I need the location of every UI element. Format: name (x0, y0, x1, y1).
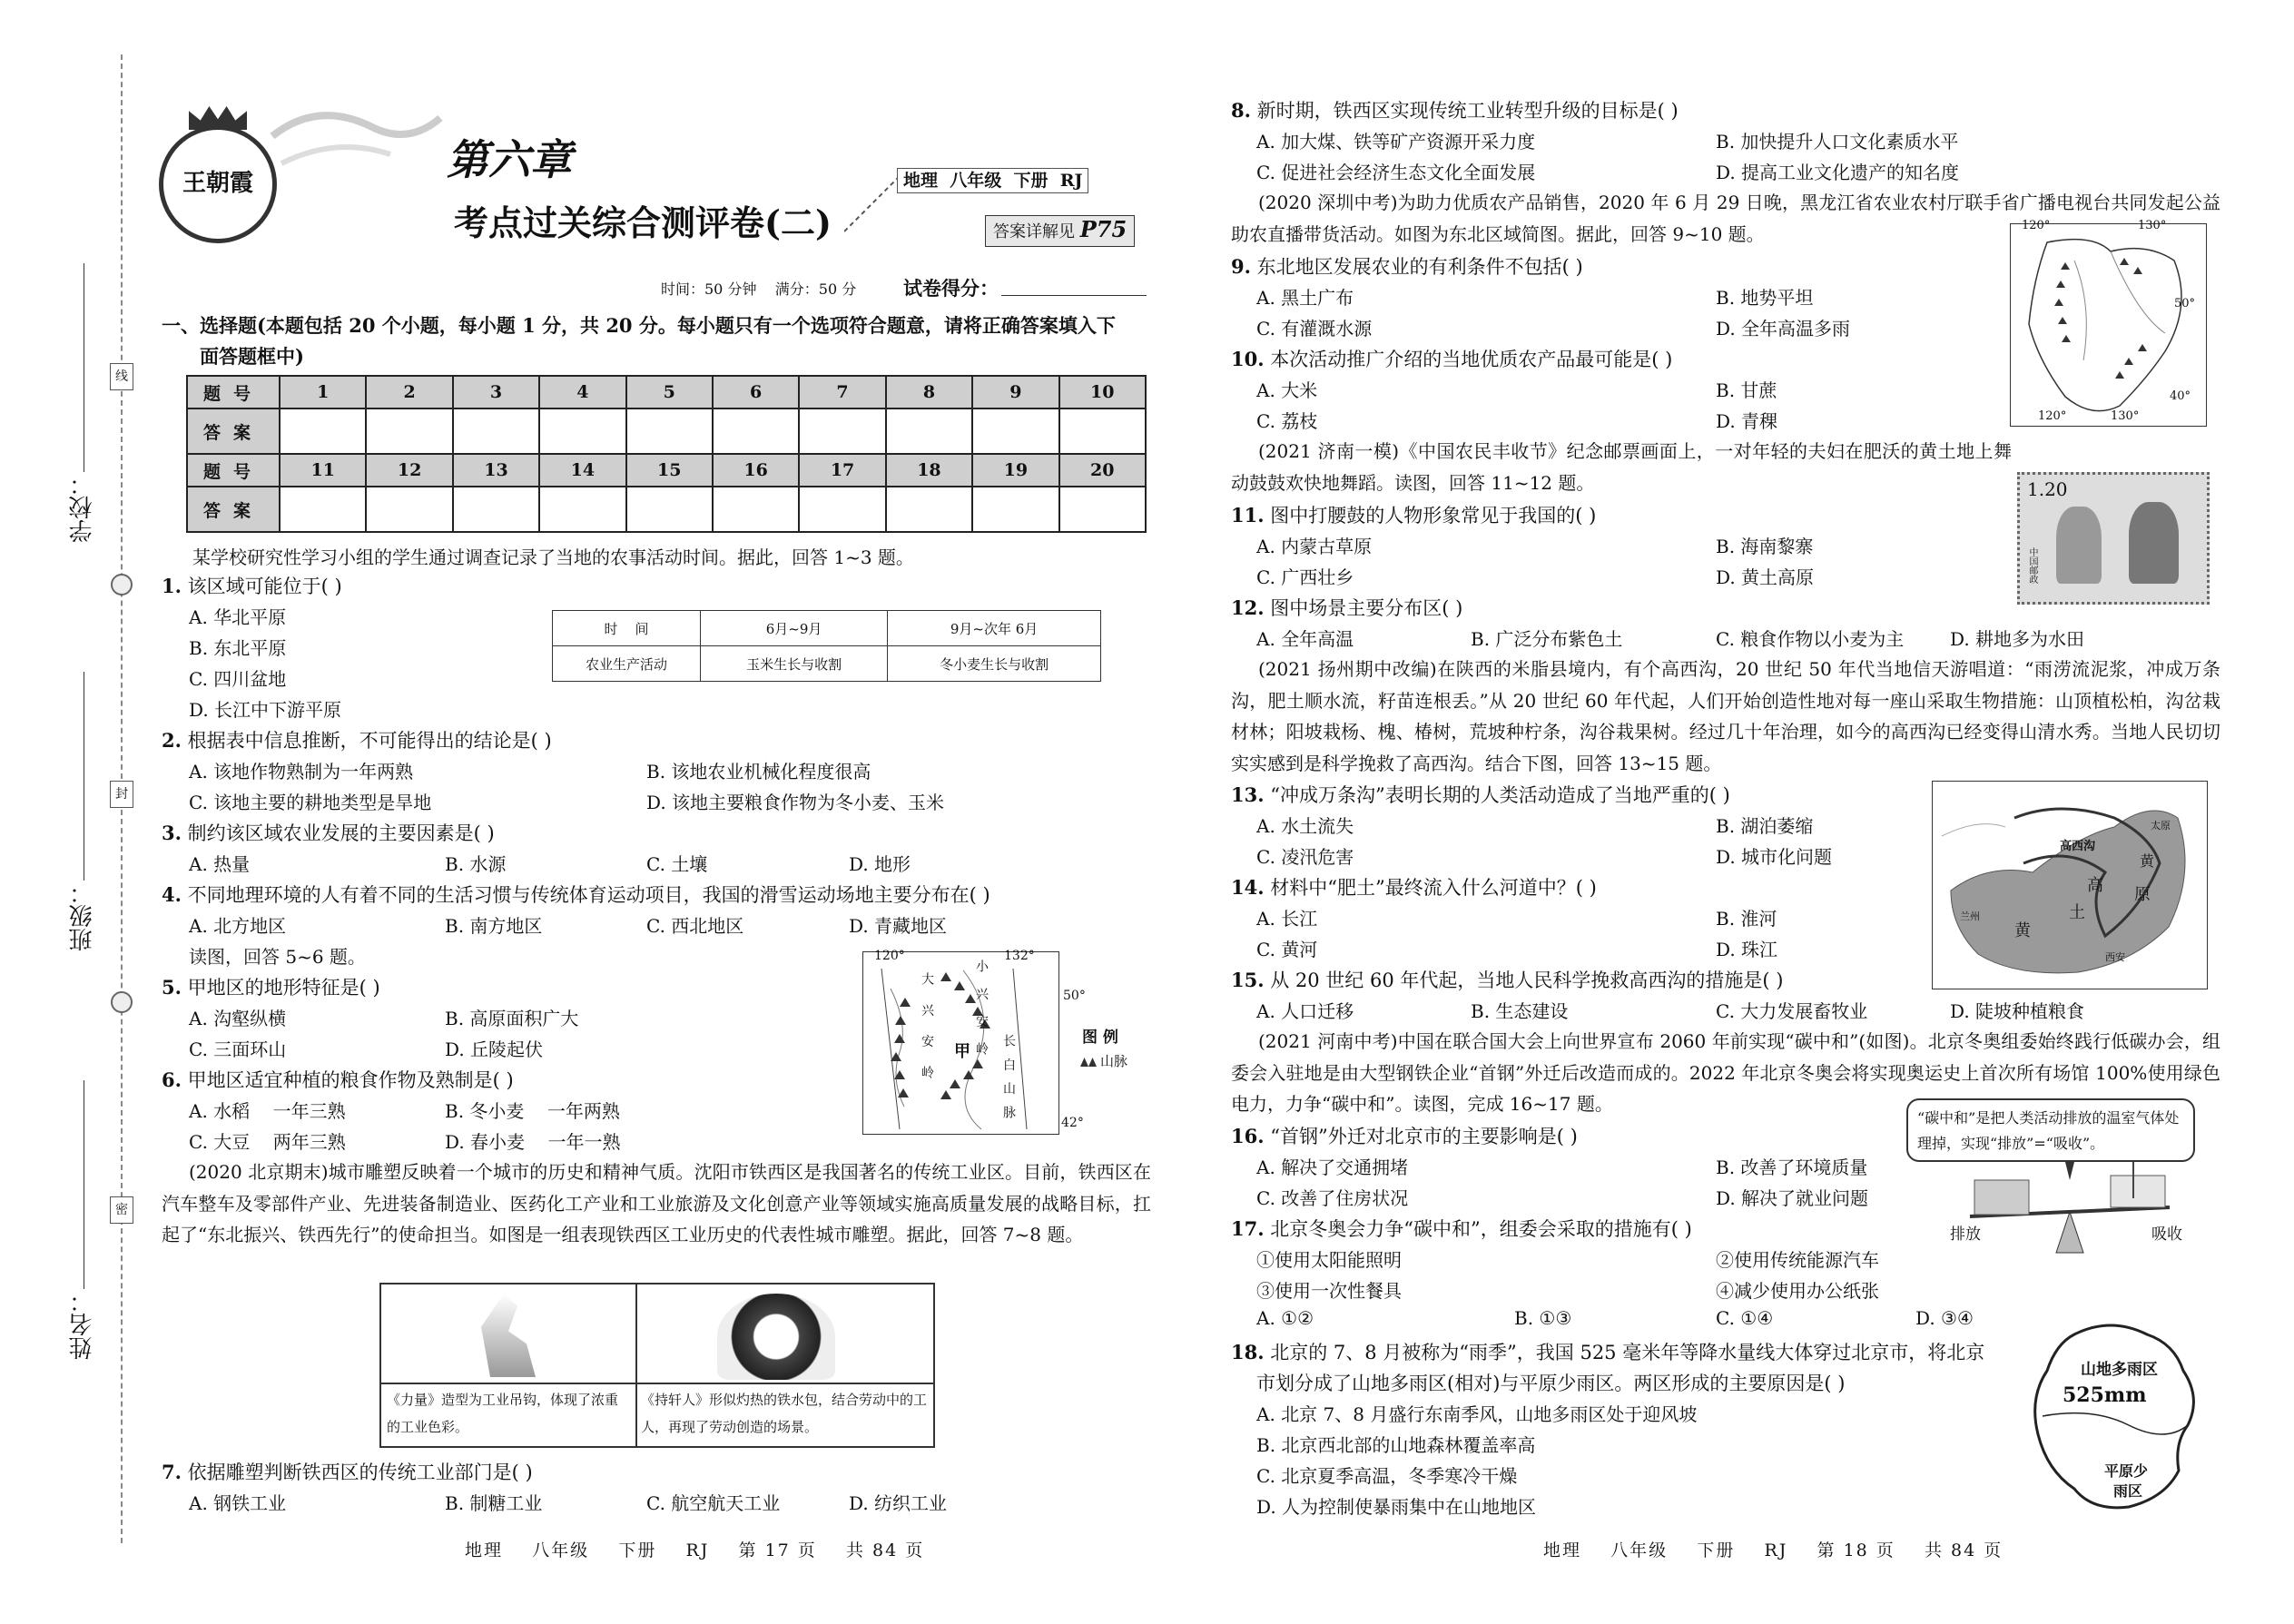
q17-item-4: ④减少使用办公纸张 (1716, 1280, 1879, 1302)
map1315-label2: 兰州 (1960, 910, 1980, 922)
northeast-map-q5 (862, 949, 1086, 1135)
row-label-answer: 答案 (187, 487, 280, 532)
q7-stem (162, 1458, 533, 1485)
caption-divider (381, 1383, 933, 1384)
answer-cell[interactable] (453, 408, 539, 454)
q10-num: 10. (1231, 348, 1265, 370)
para-16-17: (2021 河南中考)中国在联合国大会上向世界宣布 2060 年前实现“碳中和”(如图)。北京冬奥组委始终践行低碳办会，组委会入驻地是由大型钢铁企业“首钢”外迁后改造而成的。2022 年北京冬奥会将实现奥运史上首次所有场馆 100%使用绿色电力，力争“碳中和”。读图，完成 16~17 题。 (1231, 1030, 2220, 1115)
loess-map-svg (1933, 782, 2207, 989)
stamp-figure-2 (2129, 502, 2179, 584)
sculpture-frame (379, 1283, 935, 1448)
q2-text: 根据表中信息推断，不可能得出的结论是( ) (187, 730, 552, 752)
q12-option-d[interactable]: D. 耕地多为水田 (1950, 628, 2085, 650)
q18-stem-2: 市划分成了山地多雨区(相对)与平原少雨区。两区形成的主要原因是( ) (1256, 1373, 1846, 1394)
q7-option-a[interactable]: A. 钢铁工业 (189, 1492, 287, 1514)
bjmap-plain2: 雨区 (2113, 1482, 2143, 1500)
exam-meta: 时间：50 分钟 满分：50 分 (661, 281, 857, 298)
q6-text: 甲地区适宜种植的粮食作物及熟制是( ) (187, 1069, 514, 1091)
q5-stem (162, 973, 380, 1000)
q11-text: 图中打腰鼓的人物形象常见于我国的( ) (1270, 505, 1597, 527)
q18-text: 北京的 7、8 月被称为“雨季”，我国 525 毫米年等降水量线大体穿过北京市，将北京 (1270, 1342, 1985, 1363)
para-9-10: (2020 深圳中考)为助力优质农产品销售，2020 年 6 月 29 日晚，黑龙江省农业农村厅联手省广播电视台共同发起公益助农直播带货活动。如图为东北区域简图。据此，回答 9~10 题。 (1231, 192, 2220, 245)
answer-cell[interactable] (713, 487, 799, 532)
map910-lon2: 130° (2138, 219, 2167, 232)
row-label-num: 题号 (187, 454, 280, 487)
q11-num: 11. (1231, 504, 1265, 527)
map56-legend-item: 山脉 (1100, 1053, 1128, 1069)
score-label: 试卷得分： (903, 277, 999, 300)
map1315-tu: 土 (2069, 903, 2085, 922)
section1-heading: 一、选择题(本题包括 20 个小题，每小题 1 分，共 20 分。每小题只有一个选项符合题意，请将正确答案填入下 (162, 314, 1116, 337)
q8-option-d[interactable]: D. 提高工业文化遗产的知名度 (1716, 162, 1960, 183)
q15-stem (1231, 966, 1783, 993)
stamp-country: 中国邮政 (2027, 547, 2037, 584)
q11-option-b[interactable]: B. 海南黎寨 (1716, 536, 1814, 557)
bjmap-plain1: 平原少 (2104, 1462, 2149, 1480)
q8-option-b[interactable]: B. 加快提升人口文化素质水平 (1716, 131, 1959, 153)
map56-xxa: 小 兴 安 岭 (974, 960, 989, 1061)
q1-stem (162, 572, 342, 599)
q14-option-d[interactable]: D. 珠江 (1716, 939, 1778, 960)
footer-left: 地理 八年级 下册 RJ 第 17 页 共 84 页 (465, 1540, 925, 1560)
logo-emblem (159, 125, 277, 243)
answer-cell[interactable] (366, 487, 452, 532)
q15-num: 15. (1231, 969, 1265, 991)
q9-option-a[interactable]: A. 黑土广布 (1256, 287, 1354, 309)
q15-option-d[interactable]: D. 陡坡种植粮食 (1950, 1000, 2085, 1022)
q17-option-a[interactable]: A. ①② (1256, 1307, 1314, 1329)
q2-option-b[interactable]: B. 该地农业机械化程度很高 (646, 761, 871, 782)
map910-lon4: 130° (2111, 409, 2140, 423)
q6-option-c[interactable]: C. 大豆 两年三熟 (189, 1131, 346, 1153)
exam-title: 考点过关综合测评卷(二) (454, 202, 832, 243)
answer-cell[interactable] (453, 487, 539, 532)
stamp-figure-1 (2056, 507, 2102, 584)
answer-ref-page: P75 (1079, 216, 1127, 242)
q12-option-a[interactable]: A. 全年高温 (1256, 628, 1354, 650)
q4-option-d[interactable]: D. 青藏地区 (849, 915, 948, 937)
q6-num: 6. (162, 1068, 182, 1091)
q13-option-d[interactable]: D. 城市化问题 (1716, 846, 1833, 868)
q18-num: 18. (1231, 1341, 1265, 1363)
num-cell: 18 (886, 454, 972, 487)
bjmap-iso: 525mm (2063, 1383, 2147, 1407)
q11-option-c[interactable]: C. 广西壮乡 (1256, 566, 1354, 588)
q16-option-b[interactable]: B. 改善了环境质量 (1716, 1156, 1868, 1178)
q13-option-b[interactable]: B. 湖泊萎缩 (1716, 815, 1814, 837)
answer-cell[interactable] (972, 487, 1058, 532)
carbon-balance-svg (1952, 1162, 2188, 1262)
q9-num: 9. (1231, 255, 1251, 278)
num-cell: 6 (713, 376, 799, 408)
q9-stem (1231, 252, 1583, 280)
para-7-8: (2020 北京期末)城市雕塑反映着一个城市的历史和精神气质。沈阳市铁西区是我国著名的传统工业区。目前，铁西区在汽车整车及零部件产业、先进装备制造业、医药化工产业和工业旅游及文化创意产业等领域实施高质量发展的战略目标，扛起了“东北振兴、铁西先行”的使命担当。如图是一组表现铁西区工业历史的代表性城市雕塑。据此，回答 7~8 题。 (162, 1161, 1151, 1245)
q10-option-a[interactable]: A. 大米 (1256, 379, 1318, 401)
q17-option-b[interactable]: B. ①③ (1514, 1307, 1572, 1329)
q17-item-2: ②使用传统能源汽车 (1716, 1249, 1879, 1271)
map1315-huang: 黄 (2014, 921, 2031, 940)
q3-option-c[interactable]: C. 土壤 (646, 853, 708, 875)
map1315-label1: 太原 (2151, 820, 2171, 832)
map1315-yuan: 原 (2134, 885, 2151, 904)
sculpture-caption-2: 《持轩人》形似灼热的铁水包，结合劳动中的工人，再现了劳动创造的场景。 (641, 1392, 928, 1435)
q6-option-d[interactable]: D. 春小麦 一年一熟 (445, 1131, 621, 1153)
q18-option-a[interactable]: A. 北京 7、8 月盛行东南季风，山地多雨区处于迎风坡 (1256, 1403, 1698, 1425)
q2-option-a[interactable]: A. 该地作物熟制为一年两熟 (189, 761, 414, 782)
sculpture-image-1 (463, 1294, 554, 1377)
para-13-15: (2021 扬州期中改编)在陕西的米脂县境内，有个高西沟，20 世纪 50 年代当地信天游唱道：“雨涝流泥浆，冲成万条沟，肥土顺水流，籽苗连根丢。”从 20 世纪 60 年代起，人们开始创造性地对每一座山采取生物措施：山顶植松柏，沟岔栽材林；阳坡栽杨、槐、椿树，荒坡种柠条，沟谷栽果树。经过几十年治理，如今的高西沟已经变得山清水秀。当地人民切切实实感到是科学挽救了高西沟。结合下图，回答 13~15 题。 (1231, 658, 2220, 774)
farm-h1: 6月~9月 (701, 611, 888, 646)
q6-option-b[interactable]: B. 冬小麦 一年两熟 (445, 1100, 620, 1122)
header-ribbon (263, 100, 445, 182)
q17-item-1: ①使用太阳能照明 (1256, 1249, 1402, 1271)
map910-lon3: 120° (2038, 409, 2067, 423)
q13-option-a[interactable]: A. 水土流失 (1256, 815, 1354, 837)
q1-option-a[interactable]: A. 华北平原 (189, 606, 287, 628)
map1315-gao: 高 (2087, 876, 2103, 895)
q3-stem (162, 819, 495, 846)
q6-option-a[interactable]: A. 水稻 一年三熟 (189, 1100, 346, 1122)
q5-num: 5. (162, 976, 182, 999)
q3-option-b[interactable]: B. 水源 (445, 853, 507, 875)
q14-option-b[interactable]: B. 淮河 (1716, 908, 1777, 930)
q9-option-c[interactable]: C. 有灌溉水源 (1256, 318, 1373, 340)
q18-option-d[interactable]: D. 人为控制使暴雨集中在山地地区 (1256, 1496, 1537, 1518)
logo-crown-icon (189, 106, 247, 130)
intro-1-3: 某学校研究性学习小组的学生通过调查记录了当地的农事活动时间。据此，回答 1~3 题。 (192, 546, 914, 568)
q2-num: 2. (162, 729, 182, 752)
num-cell: 19 (972, 454, 1058, 487)
q12-text: 图中场景主要分布区( ) (1270, 597, 1463, 619)
num-cell: 13 (453, 454, 539, 487)
q4-num: 4. (162, 883, 182, 906)
q3-num: 3. (162, 822, 182, 844)
q9-option-b[interactable]: B. 地势平坦 (1716, 287, 1814, 309)
q2-option-c[interactable]: C. 该地主要的耕地类型是旱地 (189, 792, 432, 813)
answer-cell[interactable] (972, 408, 1058, 454)
q16-stem (1231, 1122, 1578, 1149)
chapter-title: 第六章 (447, 135, 572, 184)
q5-text: 甲地区的地形特征是( ) (187, 977, 380, 999)
q4-option-c[interactable]: C. 西北地区 (646, 915, 744, 937)
q7-option-c[interactable]: C. 航空航天工业 (646, 1492, 781, 1514)
answer-cell[interactable] (799, 408, 885, 454)
harvest-stamp (2017, 472, 2210, 605)
map56-lon1: 120° (874, 949, 905, 963)
q17-item-3: ③使用一次性餐具 (1256, 1280, 1402, 1302)
q2-option-d[interactable]: D. 该地主要粮食作物为冬小麦、玉米 (646, 792, 945, 813)
answer-cell[interactable] (799, 487, 885, 532)
answer-cell[interactable] (1059, 487, 1146, 532)
q9-text: 东北地区发展农业的有利条件不包括( ) (1256, 256, 1583, 278)
answer-cell[interactable] (626, 408, 713, 454)
map56-dxa: 大 兴 安 岭 (920, 972, 934, 1087)
num-cell: 12 (366, 454, 452, 487)
q8-stem (1231, 96, 1679, 123)
q10-text: 本次活动推广介绍的当地优质农产品最可能是( ) (1270, 349, 1673, 370)
answer-cell[interactable] (886, 487, 972, 532)
answer-ref-label: 答案详解见 (993, 222, 1075, 241)
num-cell: 15 (626, 454, 713, 487)
q15-text: 从 20 世纪 60 年代起，当地人民科学挽救高西沟的措施是( ) (1270, 969, 1784, 991)
q14-text: 材料中“肥土”最终流入什么河道中？( ) (1270, 877, 1597, 899)
num-cell: 7 (799, 376, 885, 408)
q15-option-a[interactable]: A. 人口迁移 (1256, 1000, 1354, 1022)
stamp-value: 1.20 (2027, 478, 2068, 500)
seal-mark-top: 线 (110, 363, 133, 390)
q10-option-c[interactable]: C. 荔枝 (1256, 410, 1318, 432)
punch-hole-2 (111, 991, 133, 1013)
school-label: 学校： (69, 472, 96, 543)
q14-option-c[interactable]: C. 黄河 (1256, 939, 1318, 960)
q12-option-c[interactable]: C. 粮食作物以小麦为主 (1716, 628, 1905, 650)
sculpture-divider (635, 1284, 637, 1446)
answer-cell[interactable] (886, 408, 972, 454)
carbon-emit-label: 排放 (1950, 1225, 1981, 1244)
num-cell: 17 (799, 454, 885, 487)
q16-num: 16. (1231, 1125, 1265, 1147)
q11-option-d[interactable]: D. 黄土高原 (1716, 566, 1815, 588)
q17-option-d[interactable]: D. ③④ (1915, 1307, 1974, 1329)
seal-mark-bottom: 密 (110, 1196, 133, 1224)
answer-ref-box (985, 215, 1135, 247)
q1-option-d[interactable]: D. 长江中下游平原 (189, 699, 342, 721)
map910-lat1: 50° (2174, 297, 2196, 310)
answer-cell[interactable] (1059, 408, 1146, 454)
map910-lon1: 120° (2022, 219, 2051, 232)
num-cell: 3 (453, 376, 539, 408)
farm-r1: 玉米生长与收割 (701, 646, 888, 682)
q13-text: “冲成万条沟”表明长期的人类活动造成了当地严重的( ) (1270, 784, 1730, 806)
q1-option-b[interactable]: B. 东北平原 (189, 637, 287, 659)
num-cell: 10 (1059, 376, 1146, 408)
q8-option-a[interactable]: A. 加大煤、铁等矿产资源开采力度 (1256, 131, 1536, 153)
farm-h2: 9月~次年 6月 (888, 611, 1101, 646)
seal-mark-mid: 封 (110, 781, 133, 808)
q4-text: 不同地理环境的人有着不同的生活习惯与传统体育运动项目，我国的滑雪运动场地主要分布在( ) (187, 884, 990, 906)
q17-text: 北京冬奥会力争“碳中和”，组委会采取的措施有( ) (1270, 1218, 1692, 1240)
q13-option-c[interactable]: C. 凌汛危害 (1256, 846, 1354, 868)
q8-option-c[interactable]: C. 促进社会经济生态文化全面发展 (1256, 162, 1536, 183)
q4-stem (162, 881, 990, 908)
q14-num: 14. (1231, 876, 1265, 899)
q14-option-a[interactable]: A. 长江 (1256, 908, 1318, 930)
map56-lat1: 50° (1063, 989, 1086, 1003)
q10-stem (1231, 345, 1672, 372)
farm-h0: 时 间 (553, 611, 701, 646)
map56-lon2: 132° (1004, 949, 1035, 963)
mountain-legend-icon (1080, 1058, 1097, 1067)
loess-plateau-map (1932, 781, 2208, 989)
carbon-bubble: “碳中和”是把人类活动排放的温室气体处理掉，实现“排放”=“吸收”。 (1906, 1098, 2195, 1162)
q7-option-d[interactable]: D. 纺织工业 (849, 1492, 948, 1514)
q4-option-b[interactable]: B. 南方地区 (445, 915, 543, 937)
q8-num: 8. (1231, 99, 1251, 122)
farm-table (552, 610, 1101, 682)
punch-hole-1 (111, 574, 133, 595)
class-label: 班级： (69, 881, 96, 951)
num-cell: 1 (280, 376, 366, 408)
q16-option-d[interactable]: D. 解决了就业问题 (1716, 1187, 1869, 1209)
para-11-12: (2021 济南一模)《中国农民丰收节》纪念邮票画面上，一对年轻的夫妇在肥沃的黄土地上舞动鼓鼓欢快地舞蹈。读图，回答 11~12 题。 (1231, 440, 2012, 494)
q1-option-c[interactable]: C. 四川盆地 (189, 668, 287, 690)
answer-cell[interactable] (626, 487, 713, 532)
num-cell: 20 (1059, 454, 1146, 487)
q7-option-b[interactable]: B. 制糖工业 (445, 1492, 543, 1514)
q15-option-b[interactable]: B. 生态建设 (1471, 1000, 1569, 1022)
q11-stem (1231, 501, 1596, 528)
q10-option-d[interactable]: D. 青稞 (1716, 410, 1778, 432)
map910-lat2: 40° (2170, 389, 2191, 403)
answer-cell[interactable] (539, 487, 625, 532)
map1315-river: 黄 (2140, 852, 2155, 870)
q3-text: 制约该区域农业发展的主要因素是( ) (187, 822, 495, 844)
q5-option-b[interactable]: B. 高原面积广大 (445, 1008, 579, 1029)
map1315-gxg: 高西沟 (2060, 840, 2096, 853)
sculpture-image-2 (717, 1294, 835, 1380)
q12-option-b[interactable]: B. 广泛分布紫色土 (1471, 628, 1623, 650)
answer-table (186, 375, 1147, 533)
answer-cell[interactable] (366, 408, 452, 454)
map56-lat2: 42° (1061, 1116, 1084, 1130)
sculpture-caption-1: 《力量》造型为工业吊钩，体现了浓重的工业色彩。 (387, 1392, 619, 1435)
num-cell: 11 (280, 454, 366, 487)
logo-text: 王朝霞 (182, 170, 253, 197)
q12-stem (1231, 594, 1462, 621)
q8-text: 新时期，铁西区实现传统工业转型升级的目标是( ) (1256, 100, 1679, 122)
map56-cb: 长 白 山 脉 (1001, 1034, 1016, 1123)
q9-option-d[interactable]: D. 全年高温多雨 (1716, 318, 1851, 340)
answer-cell[interactable] (539, 408, 625, 454)
bjmap-mountain: 山地多雨区 (2081, 1361, 2158, 1379)
q15-option-c[interactable]: C. 大力发展畜牧业 (1716, 1000, 1868, 1022)
q17-stem (1231, 1215, 1692, 1242)
q10-option-b[interactable]: B. 甘蔗 (1716, 379, 1777, 401)
score-input[interactable] (1001, 295, 1147, 296)
farm-r2: 冬小麦生长与收割 (888, 646, 1101, 682)
q7-num: 7. (162, 1461, 182, 1483)
intro-5-6: 读图，回答 5~6 题。 (189, 946, 366, 968)
q5-option-d[interactable]: D. 丘陵起伏 (445, 1038, 544, 1060)
q18-option-b[interactable]: B. 北京西北部的山地森林覆盖率高 (1256, 1434, 1536, 1456)
num-cell: 2 (366, 376, 452, 408)
q16-option-c[interactable]: C. 改善了住房状况 (1256, 1187, 1409, 1209)
q16-option-a[interactable]: A. 解决了交通拥堵 (1256, 1156, 1409, 1178)
num-cell: 16 (713, 454, 799, 487)
q17-option-c[interactable]: C. ①④ (1716, 1307, 1774, 1329)
num-cell: 14 (539, 454, 625, 487)
num-cell: 8 (886, 376, 972, 408)
num-cell: 9 (972, 376, 1058, 408)
q4-option-a[interactable]: A. 北方地区 (189, 915, 287, 937)
q11-option-a[interactable]: A. 内蒙古草原 (1256, 536, 1373, 557)
q18-option-c[interactable]: C. 北京夏季高温，冬季寒冷干燥 (1256, 1465, 1518, 1487)
q5-option-c[interactable]: C. 三面环山 (189, 1038, 287, 1060)
q12-num: 12. (1231, 596, 1265, 619)
q13-num: 13. (1231, 783, 1265, 806)
num-cell: 5 (626, 376, 713, 408)
q3-option-a[interactable]: A. 热量 (189, 853, 251, 875)
q1-num: 1. (162, 575, 182, 597)
q14-stem (1231, 873, 1597, 901)
q7-text: 依据雕塑判断铁西区的传统工业部门是( ) (187, 1462, 533, 1483)
answer-cell[interactable] (280, 408, 366, 454)
answer-cell[interactable] (713, 408, 799, 454)
q18-stem (1231, 1338, 1984, 1365)
subject-tag: 地理 八年级 下册 RJ (897, 168, 1088, 193)
num-cell: 4 (539, 376, 625, 408)
q16-text: “首钢”外迁对北京市的主要影响是( ) (1270, 1126, 1578, 1147)
name-label: 姓名： (69, 1289, 96, 1360)
carbon-absorb-label: 吸收 (2151, 1225, 2182, 1244)
section1-heading-2: 面答题框中) (200, 345, 304, 368)
q2-stem (162, 726, 552, 753)
q1-text: 该区域可能位于( ) (187, 576, 342, 597)
map56-jia: 甲 (954, 1042, 970, 1061)
map1315-label3: 西安 (2105, 951, 2125, 963)
q13-stem (1231, 781, 1730, 808)
q17-num: 17. (1231, 1217, 1265, 1240)
footer-right: 地理 八年级 下册 RJ 第 18 页 共 84 页 (1543, 1540, 2004, 1560)
q3-option-d[interactable]: D. 地形 (849, 853, 911, 875)
map56-legend-title: 图 例 (1082, 1029, 1118, 1047)
northeast-map-q9 (2010, 219, 2207, 427)
farm-r0: 农业生产活动 (553, 646, 701, 682)
row-label-answer: 答案 (187, 408, 280, 454)
q5-option-a[interactable]: A. 沟壑纵横 (189, 1008, 287, 1029)
row-label-num: 题号 (187, 376, 280, 408)
q6-stem (162, 1066, 514, 1093)
answer-cell[interactable] (280, 487, 366, 532)
